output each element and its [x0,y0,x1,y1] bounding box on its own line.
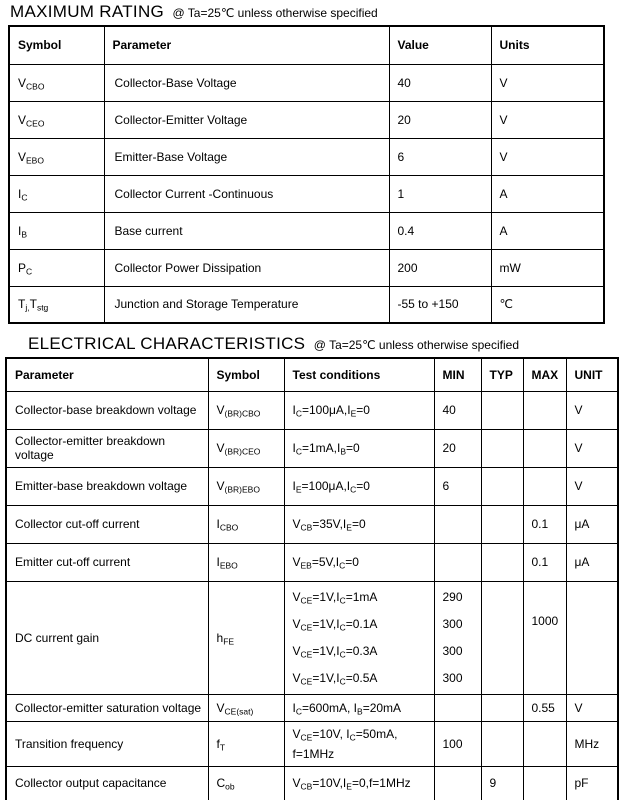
typ-cell [481,429,523,467]
min-cell: 20 [434,429,481,467]
typ-cell [481,391,523,429]
electrical-title: ELECTRICAL CHARACTERISTICS [28,334,306,353]
max-rating-row [9,286,604,323]
column-header-max: MAX [523,358,566,391]
symbol-cell: $V_{(BR)EBO}$ [208,467,284,505]
symbol-cell: $V_{EBO}$ [9,138,104,175]
typ-cell [481,581,523,694]
parameter-cell: Emitter-base breakdown voltage [6,467,208,505]
electrical-characteristics-table [5,357,619,800]
min-cell [434,505,481,543]
max-rating-row [9,101,604,138]
parameter-cell: Collector output capacitance [6,766,208,800]
max-cell: 0.1 [523,505,566,543]
condition-line: f=1MHz [292,746,335,761]
typ-cell [481,543,523,581]
column-header-symbol: Symbol [9,26,104,64]
max-rating-row [9,64,604,101]
conditions-cell [284,581,434,694]
electrical-heading [28,334,519,354]
units-cell: ℃ [491,286,604,323]
conditions-cell: $V_{CB}=10V,I_E=0,f=1MHz$ [284,766,434,800]
parameter-cell: Collector-emitter saturation voltage [6,694,208,721]
typ-cell [481,505,523,543]
condition-line: $V_{CE}=1V,I_C=0.3A$ [292,643,378,659]
electrical-row [6,467,618,505]
electrical-row [6,391,618,429]
unit-cell: V [566,467,618,505]
symbol-cell: $I_{EBO}$ [208,543,284,581]
parameter-cell: Collector Current -Continuous [104,175,389,212]
unit-cell: μA [566,543,618,581]
units-cell: A [491,212,604,249]
min-cell [434,694,481,721]
value-cell: 40 [389,64,491,101]
conditions-cell [284,721,434,766]
conditions-cell: $I_C=600mA$, $I_B=20mA$ [284,694,434,721]
unit-cell: pF [566,766,618,800]
min-line: 300 [442,643,463,658]
max-rating-row [9,138,604,175]
symbol-cell: $h_{FE}$ [208,581,284,694]
parameter-cell: Emitter-Base Voltage [104,138,389,175]
symbol-cell: $I_C$ [9,175,104,212]
parameter-cell: Base current [104,212,389,249]
parameter-cell: Collector-Base Voltage [104,64,389,101]
electrical-row [6,505,618,543]
symbol-cell: $V_{(BR)CBO}$ [208,391,284,429]
min-cell [434,543,481,581]
max-cell [523,581,566,694]
min-cell: 40 [434,391,481,429]
symbol-cell: $V_{(BR)CEO}$ [208,429,284,467]
symbol-cell: $V_{CE(sat)}$ [208,694,284,721]
conditions-cell: $V_{CB}=35V,I_E=0$ [284,505,434,543]
min-line: 290 [442,589,463,604]
typ-cell [481,721,523,766]
parameter-cell: Collector cut-off current [6,505,208,543]
unit-cell: V [566,694,618,721]
parameter-cell: DC current gain [6,581,208,694]
column-header-symbol: Symbol [208,358,284,391]
units-cell: V [491,64,604,101]
parameter-cell: Junction and Storage Temperature [104,286,389,323]
units-cell: V [491,138,604,175]
column-header-typ: TYP [481,358,523,391]
value-cell: 1 [389,175,491,212]
electrical-row [6,721,618,766]
typ-cell [481,694,523,721]
max-rating-table [8,25,605,324]
symbol-cell: $V_{CBO}$ [9,64,104,101]
max-rating-header-row [9,26,604,64]
electrical-row [6,766,618,800]
max-cell [523,766,566,800]
parameter-cell: Transition frequency [6,721,208,766]
condition-line: $V_{CE}=1V,I_C=0.5A$ [292,670,378,686]
max-cell [523,429,566,467]
max-rating-subtitle: @ Ta=25℃ unless otherwise specified [172,6,378,20]
electrical-row [6,543,618,581]
value-cell: 20 [389,101,491,138]
parameter-cell: Emitter cut-off current [6,543,208,581]
column-header-value: Value [389,26,491,64]
units-cell: V [491,101,604,138]
symbol-cell: $P_C$ [9,249,104,286]
unit-cell: μA [566,505,618,543]
condition-line: $V_{CE}=1V,I_C=1mA$ [292,589,378,605]
min-cell [434,766,481,800]
value-cell: 200 [389,249,491,286]
column-header-unit: UNIT [566,358,618,391]
condition-line: $V_{CE}=1V,I_C=0.1A$ [292,616,378,632]
max-cell: 0.1 [523,543,566,581]
electrical-subtitle: @ Ta=25℃ unless otherwise specified [313,338,519,352]
min-cell: 6 [434,467,481,505]
symbol-cell: $f_T$ [208,721,284,766]
max-cell: 0.55 [523,694,566,721]
parameter-cell: Collector-Emitter Voltage [104,101,389,138]
value-cell: -55 to +150 [389,286,491,323]
column-header-test-conditions: Test conditions [284,358,434,391]
unit-cell: V [566,429,618,467]
typ-cell: 9 [481,766,523,800]
min-cell [434,581,481,694]
max-rating-heading [10,2,378,22]
conditions-cell: $I_C=100\mu A,I_E=0$ [284,391,434,429]
min-cell: 100 [434,721,481,766]
conditions-cell: $I_E=100\mu A,I_C=0$ [284,467,434,505]
symbol-cell: $I_B$ [9,212,104,249]
column-header-units: Units [491,26,604,64]
units-cell: A [491,175,604,212]
value-cell: 6 [389,138,491,175]
column-header-parameter: Parameter [6,358,208,391]
column-header-parameter: Parameter [104,26,389,64]
conditions-cell: $V_{EB}=5V,I_C=0$ [284,543,434,581]
electrical-row [6,694,618,721]
symbol-cell: $I_{CBO}$ [208,505,284,543]
min-line: 300 [442,670,463,685]
min-line: 300 [442,616,463,631]
unit-cell [566,581,618,694]
max-cell [523,721,566,766]
max-rating-title: MAXIMUM RATING [10,2,165,21]
parameter-cell: Collector-base breakdown voltage [6,391,208,429]
units-cell: mW [491,249,604,286]
max-rating-row [9,249,604,286]
conditions-cell: $I_C=1mA,I_B=0$ [284,429,434,467]
electrical-row [6,429,618,467]
symbol-cell: $V_{CEO}$ [9,101,104,138]
column-header-min: MIN [434,358,481,391]
max-cell [523,391,566,429]
max-cell [523,467,566,505]
typ-cell [481,467,523,505]
parameter-cell: Collector Power Dissipation [104,249,389,286]
max-value: 1000 [531,613,559,628]
parameter-cell: Collector-emitter breakdown voltage [6,429,208,467]
max-rating-row [9,212,604,249]
unit-cell: V [566,391,618,429]
symbol-cell: $T_{j,}T_{stg}$ [9,286,104,323]
max-rating-row [9,175,604,212]
electrical-header-row [6,358,618,391]
unit-cell: MHz [566,721,618,766]
symbol-cell: $C_{ob}$ [208,766,284,800]
value-cell: 0.4 [389,212,491,249]
electrical-row-dc-current-gain [6,581,618,694]
condition-line: $V_{CE}=10V$, $I_C=50mA$, [292,726,398,742]
